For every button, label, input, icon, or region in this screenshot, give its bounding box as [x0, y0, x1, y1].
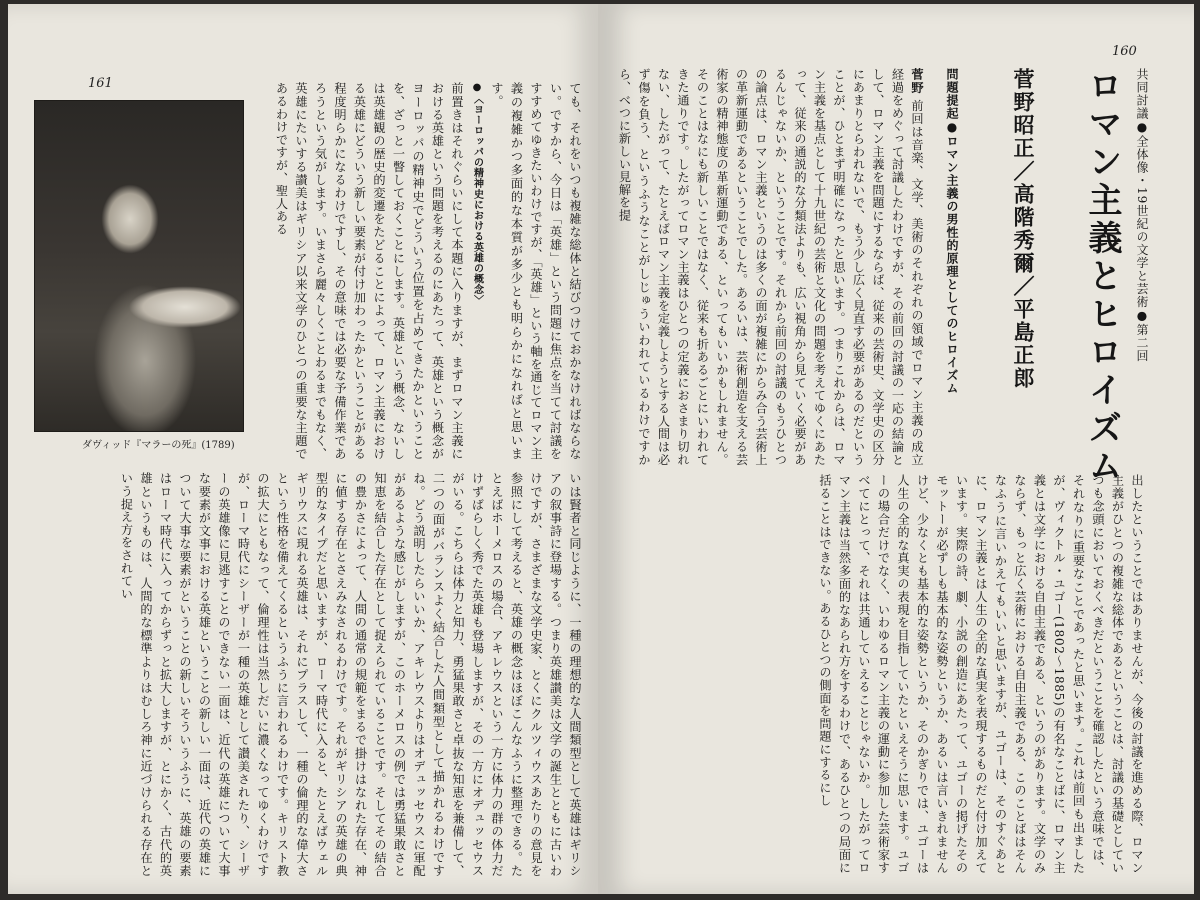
series-label: 共同討議●全体像・19世紀の文学と芸術●第二回: [1135, 68, 1149, 363]
right-bottom-text: 出したということではありませんが、今後の討議を進める際、ロマン主義がひとつの複雑な総体であるということは、討議の基礎としていつも念頭においておくべきだということを確認したという意味では、それなりに重要なことであったと思います。これは前回も出ましたが、ヴィクトル・ユゴー(1802〜1885)の有名なことばに、ロマン主義とは文学における自由主義である、というのがあります。文学のみならず、もっと広く芸術における自由主義である、このことばはそんなふうに言いかえてもいいと思いますが、ユゴーは、そのすぐあとに、ロマン主義とは人生の全的な真実を表現するものだと付け加えています。実際の詩、劇、小説の創造にあたって、ユゴーの掲げたそのモットーが必ずしも基本的な姿勢というか、あるいは言いきれませんけど、少なくとも基本的な姿勢というか、そのかぎりでは、ユゴーは人生の全的な真実の表現を目指していたといえそうに思います。ユゴーの場合だけでなく、いわゆるロマン主義の運動に参加した芸術家すべてにとって、それは共通していえることじゃないか。したがってロマン主義は当然多面的なあられ方をするわけで、あるひとつの局面に括ることはできない。あるひとつの側面を問題にするにし: [818, 474, 1144, 874]
left-bottom-text: いは賢者と同じように、一種の理想的な人間類型として英雄はギリシアの叙事詩に登場する。つまり英雄讃美は文学の誕生とともに古いわけですが、さまざまな文学史家、とくにクルツィウスあたりの意見を参照にして考えると、英雄の概念はほぼこんなふうに整理できる。たとえばホーメロスの場合、アキレウスという一方に体力の群の体力だけずばらしく秀でた英雄も登場しますが、その一方にオデュッセウスがいる。こちらは体力と知力、勇猛果敢さと卓抜な知恵を兼備して、二つの面がバランスよく結合した人間類型として描かれるわけですね。どう説明したらいいか、アキレウスよりはオデュッセウスに軍配があるような感じがしますが、このホーメロスの例では勇猛果敢さと知恵を結合した存在として捉えられていることです。そしてその結合の豊かさによって、人間の通常の規範をまるで掛けはなれた存在、神に値する存在とさえみなされるわけです。それがギリシアの英雄の典型的なタイプだと思いますが、ローマ時代に入ると、たとえばウェルギリウスに現れる英雄は、それにプラスして、一種の倫理的な偉大さという性格を備えてくるというふうに言われるわけです。キリスト教の拡大にともなって、倫理性は当然しだいに濃くなってゆくわけですが、ローマ時代にシーザーが一種の英雄として讃美されたり、シーザーの英雄像に見逃すことのできない一面は、近代の英雄について大事な要素が文事における英雄ということの新しい一面は、近代の英雄について大事な要素がということの新しいそういうふうに、英雄の要素はローマ時代に入ってからずっと拡大しますが、とにかく、古代的英雄というものは、人間的な標準よりはむしろ神に近づけられる存在という捉え方をされてい: [119, 472, 582, 877]
left-top-paragraph-1: ても、それをいつも複雑な総体と結びつけておかなければならない。ですから、今日は「英雄」という問題に焦点を当てて討議をすすめてゆきたいわけですが、「英雄」という軸を通じてロマン主義の複雑かつ多面的な本質が多少とも明らかになればと思います。: [490, 82, 582, 460]
right-top-text: [614, 68, 926, 466]
figure-caption: ダヴィッド『マラーの死』(1789): [82, 440, 235, 451]
right-top-paragraph: 前回は音楽、文学、美術のそれぞれの領域でロマン主義の成立経過をめぐって討議したわけですが、その前回の討議の一応の結論として、ロマン主義を問題にするならば、従来の芸術史、文学史の区分にあまりとらわれないで、もう少し広く見直す必要があるのだということが、ひとまず明確になったと思います。つまりこれからは、ロマン主義を基点として十九世紀の芸術と文化の問題を考えてゆくにあたって、従来の通説的な分類法よりも、広い視角から見ていく必要があるんじゃないか、ということです。それから前回の討議のもうひとつの論点は、ロマン主義というのは多くの面が複雑にからみ合う芸術上の革新運動であるということでした。あるいは、芸術創造を支える芸術家の精神態度の革新運動である、といってもいいかもしれません。そのことはなにも新しいことではなく、従来も折あるごとにいわれてきた通りです。したがってロマン主義はひとつの定義におさまり切れない、したがって、たとえばロマン主義を定義しようとする人間は必ず傷を負う、というふうなことがしじゅういわれているわけですから、べつに新しい見解を提: [617, 68, 924, 466]
left-top-text: [254, 82, 584, 460]
problem-statement-heading: 問題提起●ロマン主義の男性的原理としてのヒロイズム: [945, 68, 959, 395]
section-heading: ●〈ヨーロッパの精神史における英雄の概念〉: [471, 82, 483, 306]
left-top-paragraph-2: 前置きはそれぐらいにして本題に入りますが、まずロマン主義における英雄という問題を考えるのにあたって、英雄という概念がヨーロッパの精神史でどういう位置を占めてきたかということを、ざっと一瞥しておくことにします。英雄という概念、ないしは英雄観の歴史的変遷をたどることによって、ロマン主義における英雄にどういう新しい要素が付け加わったかということがある程度明らかになるわけですし、その意味では必要な予備作業であろうという気がします。いまさら麗々しくことわるまでもなく、英雄にたいする讃美はギリシア以来文学のひとつの重要な主題であるわけですが、聖人ある: [274, 82, 464, 460]
figure-marat-painting: [34, 100, 244, 432]
page-number-right: 160: [1112, 44, 1137, 59]
right-page: [598, 4, 1194, 894]
article-authors: 菅野昭正／高階秀爾／平島正郎: [1011, 68, 1035, 390]
speaker-name: 菅野: [910, 68, 924, 95]
article-title: ロマン主義とヒロイズム: [1082, 68, 1122, 486]
page-number-left: 161: [88, 76, 113, 91]
left-page: [8, 4, 598, 894]
